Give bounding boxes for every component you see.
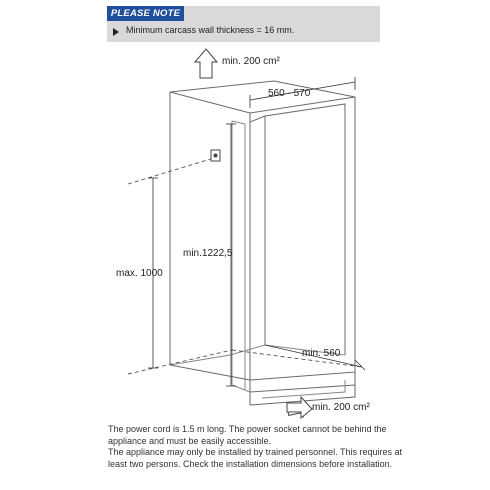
- installation-notes: [108, 424, 408, 470]
- power-cord-note: The power cord is 1.5 m long. The power socket cannot be behind the appliance and must be easily accessible.: [108, 424, 387, 446]
- up-arrow-icon: [195, 49, 217, 78]
- floor-guide: [128, 350, 232, 374]
- bottom-vent-label: min. 200 cm²: [312, 402, 370, 413]
- top-vent-label: min. 200 cm²: [222, 56, 280, 67]
- cabinet-inner-opening: [265, 104, 345, 355]
- power-socket-icon: [211, 150, 220, 161]
- width-label: 560 - 570: [268, 88, 311, 99]
- cabinet-plinth: [250, 372, 355, 392]
- socket-height-guide: [128, 158, 214, 184]
- depth-label: min. 560: [302, 348, 341, 359]
- installation-personnel-note: The appliance may only be installed by trained personnel. This requires at least two persons. Check the installation dimensions before installation.: [108, 447, 403, 469]
- height-label: min.1222,5: [183, 248, 233, 259]
- please-note-title: PLEASE NOTE: [107, 6, 184, 21]
- cabinet-top: [170, 81, 355, 113]
- please-note-text: Minimum carcass wall thickness = 16 mm.: [126, 25, 295, 35]
- socket-height-label: max. 1000: [116, 268, 163, 279]
